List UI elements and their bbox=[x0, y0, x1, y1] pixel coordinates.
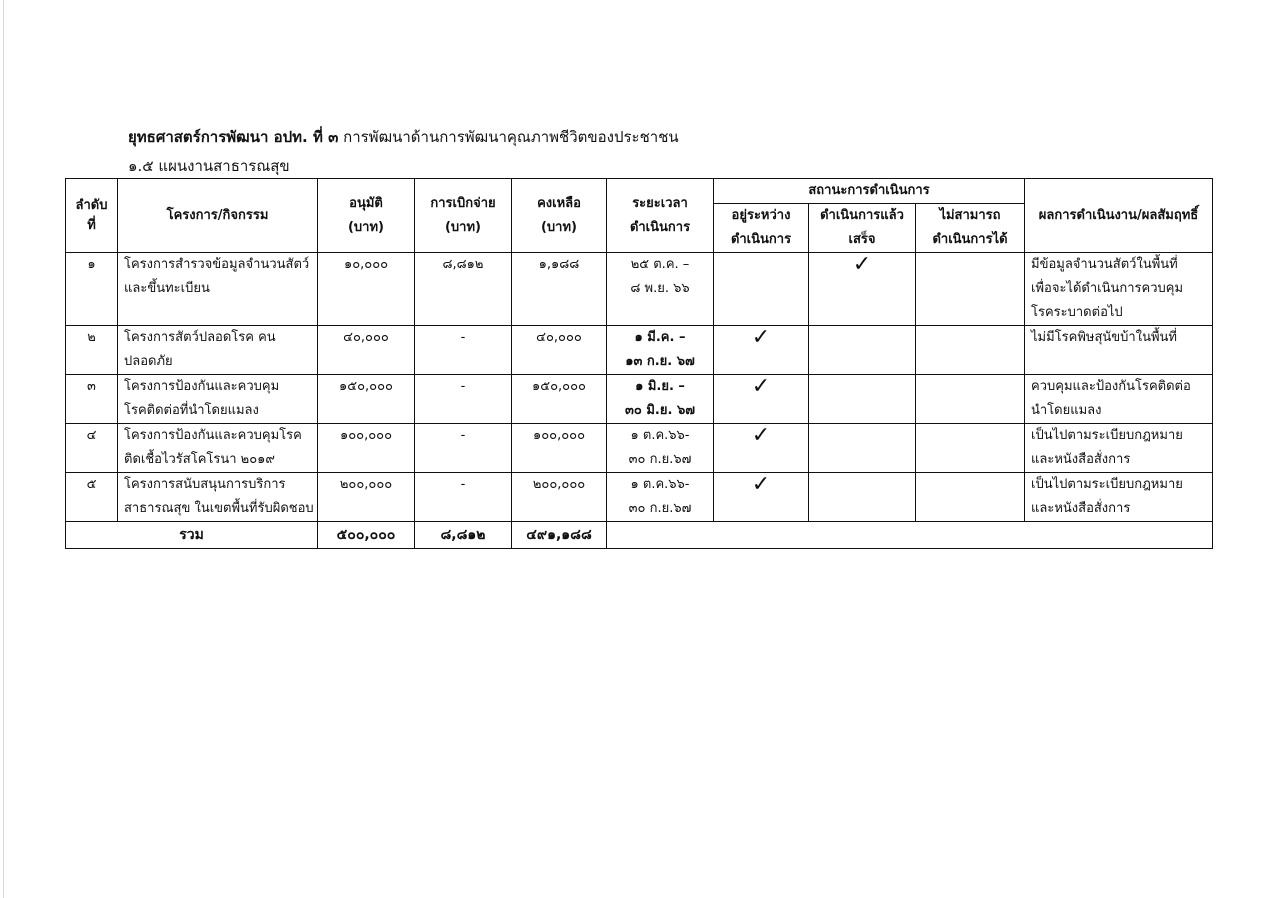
header-status-group: สถานะการดำเนินการ bbox=[714, 179, 1025, 204]
row-remaining: ๑,๑๘๘ bbox=[512, 253, 607, 326]
row-order: ๑ bbox=[66, 253, 118, 326]
row-approved: ๑๐๐,๐๐๐ bbox=[318, 424, 415, 473]
row-disbursed: - bbox=[415, 473, 512, 522]
header-project: โครงการ/กิจกรรม bbox=[118, 179, 318, 253]
total-label: รวม bbox=[66, 522, 318, 549]
header-result: ผลการดำเนินงาน/ผลสัมฤทธิ์ bbox=[1025, 179, 1213, 253]
table-row bbox=[66, 424, 1213, 473]
public-health-plan-table bbox=[65, 178, 1213, 549]
row-period: ๑ มี.ค. – ๑๓ ก.ย. ๖๗ bbox=[607, 326, 714, 375]
table-row bbox=[66, 326, 1213, 375]
row-remaining: ๔๐,๐๐๐ bbox=[512, 326, 607, 375]
row-project: โครงการสัตว์ปลอดโรค คน ปลอดภัย bbox=[118, 326, 318, 375]
row-status-done bbox=[809, 253, 916, 326]
row-status-in-progress bbox=[714, 375, 809, 424]
row-approved: ๔๐,๐๐๐ bbox=[318, 326, 415, 375]
total-remaining: ๔๙๑,๑๘๘ bbox=[512, 522, 607, 549]
page-edge bbox=[3, 0, 4, 898]
check-icon: ✓ bbox=[852, 252, 872, 277]
row-result: เป็นไปตามระเบียบกฎหมาย และหนังสือสั่งการ bbox=[1025, 473, 1213, 522]
row-status-unable bbox=[916, 473, 1025, 522]
header-status-done: ดำเนินการแล้ว เสร็จ bbox=[809, 204, 916, 253]
row-period: ๑ ต.ค.๖๖- ๓๐ ก.ย.๖๗ bbox=[607, 424, 714, 473]
row-status-unable bbox=[916, 424, 1025, 473]
row-order: ๔ bbox=[66, 424, 118, 473]
table-row bbox=[66, 473, 1213, 522]
row-period: ๑ มิ.ย. – ๓๐ มิ.ย. ๖๗ bbox=[607, 375, 714, 424]
row-status-in-progress bbox=[714, 253, 809, 326]
row-status-in-progress bbox=[714, 326, 809, 375]
row-disbursed: ๘,๘๑๒ bbox=[415, 253, 512, 326]
strategy-title: ยุทธศาสตร์การพัฒนา อปท. ที่ ๓ bbox=[128, 128, 339, 146]
row-approved: ๒๐๐,๐๐๐ bbox=[318, 473, 415, 522]
row-approved: ๑๕๐,๐๐๐ bbox=[318, 375, 415, 424]
check-icon: ✓ bbox=[751, 423, 771, 448]
row-result: มีข้อมูลจำนวนสัตว์ในพื้นที่ เพื่อจะได้ดำเนินการควบคุม โรคระบาดต่อไป bbox=[1025, 253, 1213, 326]
row-status-in-progress bbox=[714, 473, 809, 522]
table-row bbox=[66, 253, 1213, 326]
strategy-heading bbox=[128, 126, 679, 148]
row-result: ไม่มีโรคพิษสุนัขบ้าในพื้นที่ bbox=[1025, 326, 1213, 375]
header-disbursed: การเบิกจ่าย (บาท) bbox=[415, 179, 512, 253]
total-blank bbox=[607, 522, 1213, 549]
strategy-subject: การพัฒนาด้านการพัฒนาคุณภาพชีวิตของประชาชน bbox=[343, 128, 679, 146]
header-period: ระยะเวลา ดำเนินการ bbox=[607, 179, 714, 253]
header-approved: อนุมัติ (บาท) bbox=[318, 179, 415, 253]
row-disbursed: - bbox=[415, 424, 512, 473]
row-status-unable bbox=[916, 326, 1025, 375]
row-order: ๒ bbox=[66, 326, 118, 375]
row-status-in-progress bbox=[714, 424, 809, 473]
table-row bbox=[66, 375, 1213, 424]
row-project: โครงการป้องกันและควบคุม โรคติดต่อที่นำโดยแมลง bbox=[118, 375, 318, 424]
row-status-done bbox=[809, 424, 916, 473]
row-order: ๓ bbox=[66, 375, 118, 424]
row-project: โครงการสนับสนุนการบริการ สาธารณสุข ในเขตพื้นที่รับผิดชอบ bbox=[118, 473, 318, 522]
row-project: โครงการสำรวจข้อมูลจำนวนสัตว์ และขึ้นทะเบียน bbox=[118, 253, 318, 326]
row-result: เป็นไปตามระเบียบกฎหมาย และหนังสือสั่งการ bbox=[1025, 424, 1213, 473]
row-status-unable bbox=[916, 375, 1025, 424]
row-status-unable bbox=[916, 253, 1025, 326]
row-disbursed: - bbox=[415, 375, 512, 424]
row-project: โครงการป้องกันและควบคุมโรค ติดเชื้อไวรัสโคโรนา ๒๐๑๙ bbox=[118, 424, 318, 473]
row-status-done bbox=[809, 326, 916, 375]
row-remaining: ๒๐๐,๐๐๐ bbox=[512, 473, 607, 522]
check-icon: ✓ bbox=[751, 472, 771, 497]
plan-subheading: ๑.๕ แผนงานสาธารณสุข bbox=[128, 157, 290, 175]
total-disbursed: ๘,๘๑๒ bbox=[415, 522, 512, 549]
row-disbursed: - bbox=[415, 326, 512, 375]
check-icon: ✓ bbox=[751, 325, 771, 350]
row-period: ๒๕ ต.ค. – ๘ พ.ย. ๖๖ bbox=[607, 253, 714, 326]
row-result: ควบคุมและป้องกันโรคติดต่อ นำโดยแมลง bbox=[1025, 375, 1213, 424]
row-period: ๑ ต.ค.๖๖- ๓๐ ก.ย.๖๗ bbox=[607, 473, 714, 522]
row-remaining: ๑๕๐,๐๐๐ bbox=[512, 375, 607, 424]
check-icon: ✓ bbox=[751, 374, 771, 399]
total-approved: ๕๐๐,๐๐๐ bbox=[318, 522, 415, 549]
header-status-in-progress: อยู่ระหว่าง ดำเนินการ bbox=[714, 204, 809, 253]
row-remaining: ๑๐๐,๐๐๐ bbox=[512, 424, 607, 473]
row-status-done bbox=[809, 473, 916, 522]
table-total-row bbox=[66, 522, 1213, 549]
header-remaining: คงเหลือ (บาท) bbox=[512, 179, 607, 253]
row-order: ๕ bbox=[66, 473, 118, 522]
row-approved: ๑๐,๐๐๐ bbox=[318, 253, 415, 326]
header-order: ลำดับ ที่ bbox=[66, 179, 118, 253]
header-status-unable: ไม่สามารถ ดำเนินการได้ bbox=[916, 204, 1025, 253]
row-status-done bbox=[809, 375, 916, 424]
